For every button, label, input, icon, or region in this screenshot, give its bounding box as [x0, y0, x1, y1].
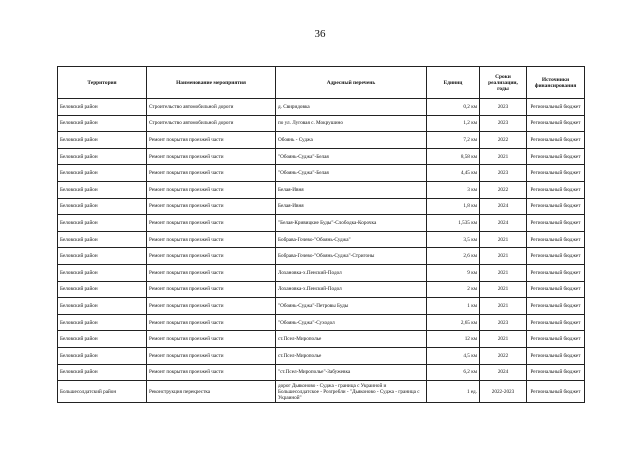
- cell-territory: Беловский район: [58, 115, 147, 132]
- cell-address: Белая-Ивня: [276, 181, 427, 198]
- table-row: [58, 331, 585, 348]
- cell-address: по ул. Луговая с. Мокрушино: [276, 115, 427, 132]
- cell-unit: 1,535 км: [427, 215, 480, 232]
- cell-event: Ремонт покрытия проезжей части: [147, 181, 276, 198]
- cell-event: Ремонт покрытия проезжей части: [147, 298, 276, 315]
- cell-year: 2021: [480, 248, 527, 265]
- cell-source: Региональный бюджет: [527, 198, 585, 215]
- table-row: [58, 231, 585, 248]
- cell-year: 2021: [480, 231, 527, 248]
- cell-source: Региональный бюджет: [527, 231, 585, 248]
- cell-address: "Белая-Кривицкие Буды"-Слободка-Корочка: [276, 215, 427, 232]
- cell-address: Лохановка-х.Пенский-Подол: [276, 264, 427, 281]
- cell-territory: Беловский район: [58, 231, 147, 248]
- cell-address: Белая-Ивня: [276, 198, 427, 215]
- table-row: [58, 347, 585, 364]
- table-row: [58, 215, 585, 232]
- cell-year: 2022: [480, 181, 527, 198]
- cell-address: Бобрава-Гочево-"Обоянь-Суджа"-Стригоны: [276, 248, 427, 265]
- cell-address: дорог Дьяконово - Суджа - граница с Украиной и Большесолдатское - Розгребли - "Дьяконово - Суджа - граница с Украиной": [276, 381, 427, 403]
- cell-address: Бобрава-Гочево-"Обоянь-Суджа": [276, 231, 427, 248]
- cell-source: Региональный бюджет: [527, 248, 585, 265]
- cell-territory: Беловский район: [58, 331, 147, 348]
- table-row: [58, 248, 585, 265]
- roads-table: [57, 66, 585, 403]
- cell-unit: 2 км: [427, 281, 480, 298]
- cell-event: Ремонт покрытия проезжей части: [147, 165, 276, 182]
- cell-event: Строительство автомобильной дороги: [147, 115, 276, 132]
- cell-event: Ремонт покрытия проезжей части: [147, 264, 276, 281]
- table-row: [58, 181, 585, 198]
- cell-unit: 9 км: [427, 264, 480, 281]
- cell-year: 2021: [480, 148, 527, 165]
- cell-territory: Беловский район: [58, 215, 147, 232]
- cell-source: Региональный бюджет: [527, 264, 585, 281]
- cell-unit: 2,65 км: [427, 314, 480, 331]
- table-row: [58, 314, 585, 331]
- cell-territory: Беловский район: [58, 181, 147, 198]
- cell-address: д. Свиридовка: [276, 99, 427, 116]
- cell-unit: 8,58 км: [427, 148, 480, 165]
- cell-source: Региональный бюджет: [527, 115, 585, 132]
- cell-event: Строительство автомобильной дороги: [147, 99, 276, 116]
- cell-source: Региональный бюджет: [527, 298, 585, 315]
- cell-event: Реконструкция перекрестка: [147, 381, 276, 403]
- cell-year: 2024: [480, 215, 527, 232]
- table-row: [58, 198, 585, 215]
- cell-unit: 12 км: [427, 331, 480, 348]
- cell-year: 2021: [480, 298, 527, 315]
- cell-source: Региональный бюджет: [527, 132, 585, 149]
- cell-event: Ремонт покрытия проезжей части: [147, 248, 276, 265]
- cell-address: "ст.Псел-Мирополье"-Забужевка: [276, 364, 427, 381]
- cell-year: 2023: [480, 115, 527, 132]
- cell-source: Региональный бюджет: [527, 99, 585, 116]
- cell-territory: Беловский район: [58, 198, 147, 215]
- cell-source: Региональный бюджет: [527, 181, 585, 198]
- header-sources: Источники финансирования: [527, 67, 585, 99]
- cell-unit: 1 ед.: [427, 381, 480, 403]
- cell-event: Ремонт покрытия проезжей части: [147, 314, 276, 331]
- cell-event: Ремонт покрытия проезжей части: [147, 132, 276, 149]
- table-header-row: [58, 67, 585, 99]
- table-row: [58, 165, 585, 182]
- cell-year: 2023: [480, 99, 527, 116]
- cell-year: 2023: [480, 165, 527, 182]
- cell-year: 2021: [480, 264, 527, 281]
- cell-unit: 3 км: [427, 181, 480, 198]
- cell-event: Ремонт покрытия проезжей части: [147, 215, 276, 232]
- cell-territory: Беловский район: [58, 281, 147, 298]
- cell-territory: Беловский район: [58, 99, 147, 116]
- cell-territory: Беловский район: [58, 148, 147, 165]
- cell-territory: Беловский район: [58, 248, 147, 265]
- cell-unit: 4,45 км: [427, 165, 480, 182]
- cell-year: 2024: [480, 198, 527, 215]
- cell-year: 2022-2023: [480, 381, 527, 403]
- cell-unit: 1,2 км: [427, 115, 480, 132]
- table-row: [58, 281, 585, 298]
- cell-source: Региональный бюджет: [527, 148, 585, 165]
- cell-event: Ремонт покрытия проезжей части: [147, 148, 276, 165]
- cell-event: Ремонт покрытия проезжей части: [147, 281, 276, 298]
- cell-source: Региональный бюджет: [527, 314, 585, 331]
- table-row: [58, 298, 585, 315]
- cell-unit: 0,2 км: [427, 99, 480, 116]
- header-address: Адресный перечень: [276, 67, 427, 99]
- table-row: [58, 148, 585, 165]
- table-row: [58, 115, 585, 132]
- cell-territory: Беловский район: [58, 132, 147, 149]
- cell-unit: 3,5 км: [427, 231, 480, 248]
- page-number: 36: [314, 28, 326, 40]
- cell-address: "Обоянь-Суджа"-Петровы Буды: [276, 298, 427, 315]
- cell-source: Региональный бюджет: [527, 347, 585, 364]
- cell-event: Ремонт покрытия проезжей части: [147, 331, 276, 348]
- table-row: [58, 364, 585, 381]
- table-row: [58, 264, 585, 281]
- cell-source: Региональный бюджет: [527, 381, 585, 403]
- cell-source: Региональный бюджет: [527, 364, 585, 381]
- cell-territory: Беловский район: [58, 364, 147, 381]
- cell-source: Региональный бюджет: [527, 331, 585, 348]
- table-row: [58, 381, 585, 403]
- cell-address: Лохановка-х.Пенский-Подол: [276, 281, 427, 298]
- cell-territory: Беловский район: [58, 165, 147, 182]
- cell-event: Ремонт покрытия проезжей части: [147, 198, 276, 215]
- cell-source: Региональный бюджет: [527, 281, 585, 298]
- cell-territory: Беловский район: [58, 347, 147, 364]
- cell-year: 2022: [480, 132, 527, 149]
- cell-unit: 2,6 км: [427, 248, 480, 265]
- cell-address: "Обоянь-Суджа"-Суходол: [276, 314, 427, 331]
- cell-territory: Беловский район: [58, 264, 147, 281]
- cell-event: Ремонт покрытия проезжей части: [147, 231, 276, 248]
- cell-territory: Беловский район: [58, 314, 147, 331]
- table-body: [58, 99, 585, 403]
- cell-unit: 4,5 км: [427, 347, 480, 364]
- cell-address: "Обоянь-Суджа"-Белая: [276, 148, 427, 165]
- cell-year: 2021: [480, 281, 527, 298]
- cell-year: 2023: [480, 314, 527, 331]
- cell-year: 2021: [480, 331, 527, 348]
- cell-address: "Обоянь-Суджа"-Белая: [276, 165, 427, 182]
- cell-year: 2024: [480, 364, 527, 381]
- cell-address: ст.Псел-Мирополье: [276, 347, 427, 364]
- header-terms: Сроки реализации, годы: [480, 67, 527, 99]
- header-unit: Единиц: [427, 67, 480, 99]
- cell-source: Региональный бюджет: [527, 215, 585, 232]
- table-row: [58, 99, 585, 116]
- cell-event: Ремонт покрытия проезжей части: [147, 347, 276, 364]
- cell-unit: 1 км: [427, 298, 480, 315]
- cell-unit: 1,8 км: [427, 198, 480, 215]
- cell-territory: Беловский район: [58, 298, 147, 315]
- header-territory: Территория: [58, 67, 147, 99]
- cell-unit: 6,2 км: [427, 364, 480, 381]
- cell-source: Региональный бюджет: [527, 165, 585, 182]
- table-row: [58, 132, 585, 149]
- cell-territory: Большесолдатский район: [58, 381, 147, 403]
- cell-unit: 7,2 км: [427, 132, 480, 149]
- cell-address: Обоянь - Суджа: [276, 132, 427, 149]
- header-event: Наименование мероприятия: [147, 67, 276, 99]
- cell-year: 2022: [480, 347, 527, 364]
- cell-event: Ремонт покрытия проезжей части: [147, 364, 276, 381]
- cell-address: ст.Псел-Мирополье: [276, 331, 427, 348]
